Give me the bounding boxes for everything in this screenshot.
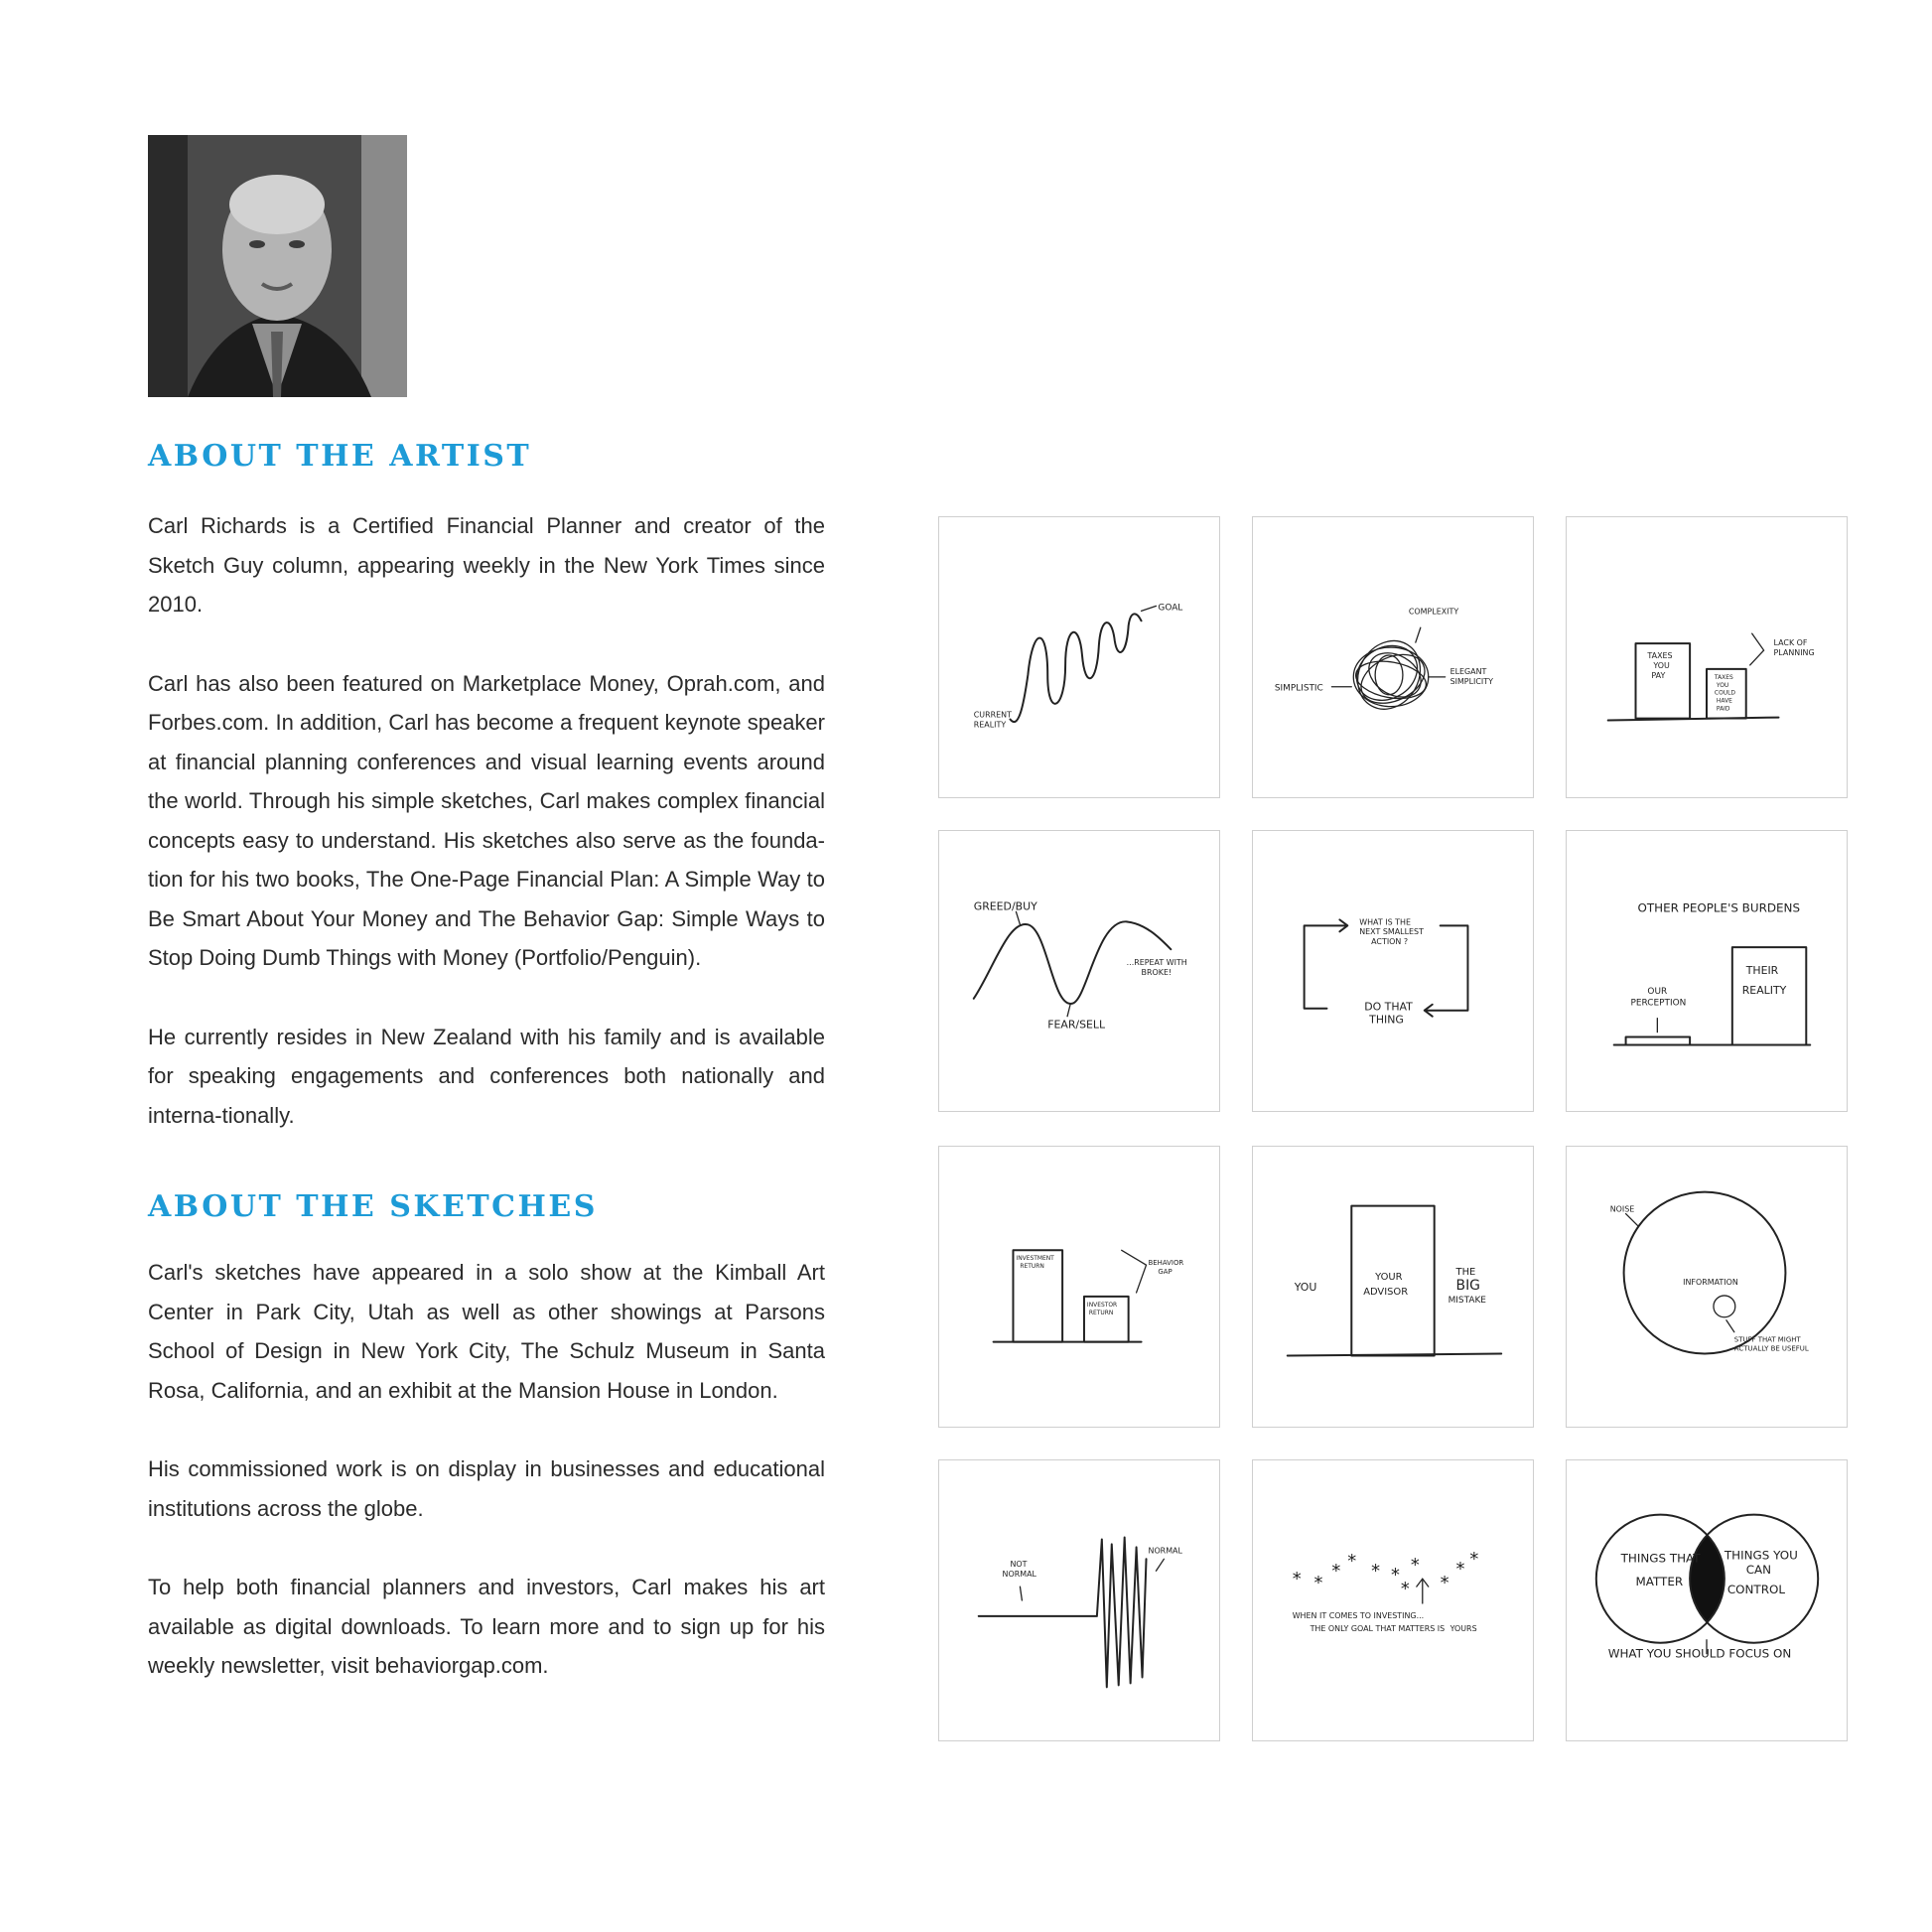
sketch-label: INVESTOR	[1086, 1301, 1118, 1309]
sketch-label: GREED/BUY	[973, 899, 1037, 913]
sketch-label: YOUR	[1375, 1272, 1403, 1284]
sketch-label: STUFF THAT MIGHT	[1733, 1335, 1801, 1344]
svg-text:*: *	[1400, 1579, 1410, 1600]
sketch-label: COULD	[1714, 689, 1735, 697]
sketch-investing-goal	[1252, 1459, 1534, 1741]
sketch-label: ...REPEAT WITH	[1126, 958, 1187, 968]
sketch-big-mistake	[1252, 1146, 1534, 1428]
artist-paragraph: He currently resides in New Zealand with his family and is available for speaking engagements and conferences both nationally and interna-tionally.	[148, 1024, 825, 1128]
sketch-behavior-gap	[938, 1146, 1220, 1428]
sketch-goal-reality	[938, 516, 1220, 798]
sketch-taxes	[1566, 516, 1848, 798]
sketch-label: THINGS YOU	[1724, 1548, 1798, 1563]
sketch-label: RETURN	[1088, 1309, 1114, 1316]
sketch-label: INVESTMENT	[1016, 1255, 1054, 1263]
sketch-label: SIMPLICITY	[1449, 676, 1493, 686]
sketch-label: NEXT SMALLEST	[1359, 927, 1424, 937]
sketch-label: BROKE!	[1141, 967, 1173, 977]
portrait-photo	[148, 135, 407, 397]
sketch-normal	[938, 1459, 1220, 1741]
sketch-label: WHAT YOU SHOULD FOCUS ON	[1607, 1646, 1792, 1661]
sketch-label: NORMAL	[1002, 1570, 1036, 1580]
sketch-label: YOU	[1716, 681, 1729, 689]
sketch-label: PAY	[1651, 670, 1666, 680]
sketch-label: BIG	[1455, 1277, 1480, 1294]
svg-text:*: *	[1371, 1561, 1381, 1583]
svg-text:*: *	[1440, 1573, 1449, 1594]
sketch-greed-fear	[938, 830, 1220, 1112]
artist-paragraph: Carl Richards is a Certified Financial Planner and creator of the Sketch Guy column, appearing weekly in the New York Times since 2010.	[148, 513, 825, 617]
sketch-label: THE	[1455, 1267, 1476, 1279]
sketch-label: PAID	[1716, 705, 1730, 713]
sketch-noise	[1566, 1146, 1848, 1428]
svg-text:*: *	[1347, 1551, 1357, 1573]
svg-text:*: *	[1455, 1559, 1465, 1581]
sketch-label: SIMPLISTIC	[1274, 683, 1323, 694]
artist-paragraph: Carl has also been featured on Marketplace Money, Oprah.com, and Forbes.com. In addition, Carl has become a frequent keynote speaker at financial planning conferences and visual learning events around the world. Through his simple sketches, Carl makes complex financial concepts easy to understand. His sketches also serve as the founda-tion for his two books, The One-Page Financial Plan: A Simple Way to Be Smart About Your Money and The Behavior Gap: Simple Ways to Stop Doing Dumb Things with Money (Portfolio/Penguin).	[148, 670, 825, 970]
sketch-label: PERCEPTION	[1630, 998, 1687, 1009]
about-sketches-body	[148, 1253, 825, 1686]
sketch-label: THING	[1369, 1013, 1404, 1027]
sketch-label: INFORMATION	[1683, 1278, 1738, 1288]
svg-text:*: *	[1331, 1561, 1341, 1583]
sketch-label: TAXES	[1714, 673, 1733, 681]
about-sketches-heading: ABOUT THE SKETCHES	[148, 1189, 598, 1224]
sketch-label: YOU	[1294, 1280, 1317, 1294]
sketch-label: TAXES	[1647, 650, 1673, 660]
sketch-label: YOURS	[1449, 1623, 1477, 1633]
svg-text:*: *	[1292, 1569, 1302, 1590]
sketch-label: WHAT IS THE	[1359, 917, 1411, 927]
sketch-label: ADVISOR	[1363, 1286, 1409, 1298]
sketch-label: MATTER	[1635, 1575, 1684, 1589]
sketch-label: GOAL	[1158, 603, 1183, 614]
sketch-label: FEAR/SELL	[1047, 1018, 1106, 1032]
sketch-label: THINGS THAT	[1620, 1551, 1701, 1566]
sketch-label: ELEGANT	[1449, 666, 1487, 676]
sketch-label: COMPLEXITY	[1408, 607, 1459, 617]
sketch-label: MISTAKE	[1448, 1295, 1486, 1306]
about-artist-heading: ABOUT THE ARTIST	[148, 439, 532, 474]
sketch-label: REALITY	[973, 720, 1007, 730]
sketch-label: REALITY	[1741, 983, 1787, 997]
sketches-paragraph: To help both financial planners and investors, Carl makes his art available as digital downloads. To learn more and to sign up for his weekly newsletter, visit behaviorgap.com.	[148, 1575, 825, 1678]
sketch-label: HAVE	[1716, 697, 1732, 705]
sketches-paragraph: His commissioned work is on display in businesses and educational institutions across the globe.	[148, 1456, 825, 1521]
sketch-label: CONTROL	[1726, 1583, 1786, 1597]
svg-text:*: *	[1410, 1555, 1420, 1577]
sketch-label: GAP	[1158, 1268, 1173, 1277]
sketch-label: THE ONLY GOAL THAT MATTERS IS	[1310, 1623, 1446, 1633]
sketch-label: PLANNING	[1773, 648, 1815, 658]
svg-text:*: *	[1313, 1573, 1323, 1594]
sketch-label: YOU	[1653, 660, 1670, 670]
sketch-label: ACTION ?	[1371, 937, 1409, 947]
about-artist-body	[148, 506, 825, 1135]
sketch-label: NOT	[1010, 1560, 1028, 1570]
sketch-next-action	[1252, 830, 1534, 1112]
sketch-label: NORMAL	[1148, 1546, 1182, 1556]
svg-text:*: *	[1469, 1549, 1479, 1571]
sketch-label: CAN	[1745, 1563, 1772, 1578]
sketch-label: OUR	[1647, 986, 1668, 997]
sketch-label: WHEN IT COMES TO INVESTING...	[1292, 1610, 1425, 1620]
sketch-label: OTHER PEOPLE'S BURDENS	[1637, 900, 1801, 915]
svg-text:*: *	[1391, 1565, 1400, 1587]
sketch-label: DO THAT	[1364, 1000, 1413, 1014]
sketch-burdens	[1566, 830, 1848, 1112]
sketch-label: RETURN	[1020, 1263, 1044, 1271]
sketch-label: CURRENT	[973, 710, 1012, 720]
sketch-focus	[1566, 1459, 1848, 1741]
sketch-label: NOISE	[1609, 1204, 1635, 1214]
sketch-complexity	[1252, 516, 1534, 798]
sketch-label: THEIR	[1745, 963, 1779, 977]
sketches-paragraph: Carl's sketches have appeared in a solo show at the Kimball Art Center in Park City, Utah as well as other showings at Parsons School of Design in New York City, The Schulz Museum in Santa Rosa, California, and an exhibit at the Mansion House in London.	[148, 1260, 825, 1403]
sketch-grid	[938, 516, 1852, 1747]
sketch-label: ACTUALLY BE USEFUL	[1733, 1344, 1809, 1353]
sketch-label: BEHAVIOR	[1148, 1259, 1184, 1268]
sketch-label: LACK OF	[1773, 638, 1808, 648]
